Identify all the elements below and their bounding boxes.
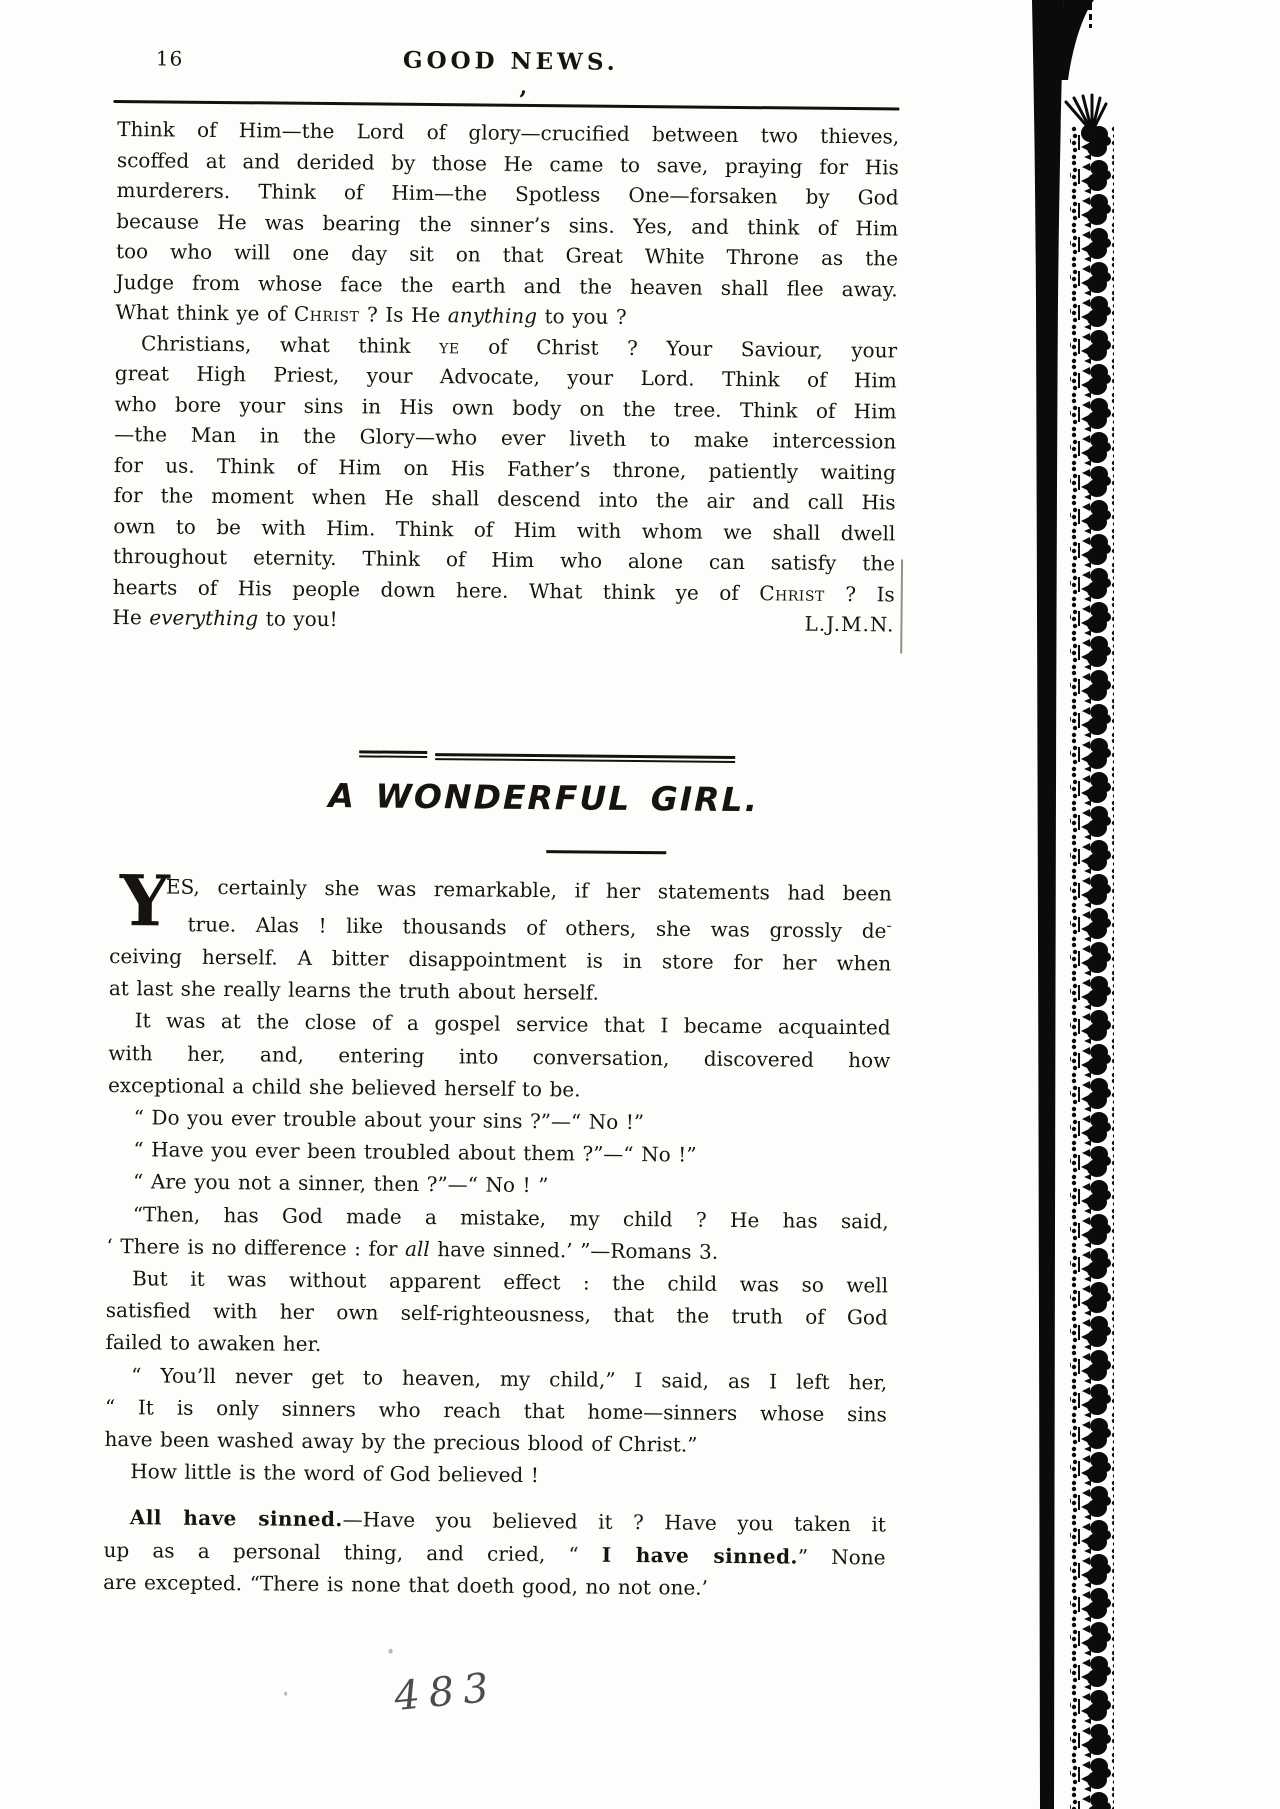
paragraph (105, 1262, 888, 1366)
text-line: own to be with Him. Think of Him with whom we shall dwell (113, 513, 896, 545)
text-line: hearts of His people down here. What think ye of Christ ? Is (112, 574, 895, 606)
text-line: What think ye of Christ ? Is He anything to you ? (115, 299, 627, 329)
text-line: have been washed away by the precious blood of Christ.” (104, 1426, 698, 1457)
header-rule (113, 100, 899, 111)
divider-rule-right (435, 753, 735, 763)
story-title: A WONDERFUL GIRL. (328, 776, 760, 820)
text-line: at last she really learns the truth about herself. (108, 976, 599, 1005)
text-line: satisfied with her own self-righteousness, that the truth of God (105, 1298, 888, 1330)
text-line: true. Alas ! like thousands of others, she was grossly de- (187, 912, 892, 944)
text-line: But it was without apparent effect : the child was so well (132, 1266, 889, 1298)
text-line: Think of Him—the Lord of glory—crucified between two thieves, (117, 116, 900, 149)
text-line: ‘ There is no difference : for all have sinned.’ ”—Romans 3. (106, 1233, 719, 1264)
paragraph (103, 1501, 886, 1605)
text-line: murderers. Think of Him—the Spotless One—forsaken by God (116, 177, 899, 210)
text-line: are excepted. “There is none that doeth good, no not one.’ (103, 1569, 709, 1600)
scan-artifact-line (900, 560, 903, 654)
text-line: failed to awaken her. (105, 1330, 322, 1357)
article-continuation-text (112, 114, 899, 640)
text-line: up as a personal thing, and cried, “ I have sinned.” None (103, 1537, 886, 1569)
text-line: How little is the word of God believed ! (130, 1459, 540, 1488)
text-line: “Then, has God made a mistake, my child ? He has said, (132, 1201, 889, 1233)
edge-dash-artifact (1088, 3, 1092, 28)
page-number: 16 (155, 46, 184, 71)
author-initials: L.J.M.N. (804, 611, 895, 637)
paragraph (115, 114, 899, 335)
text-line: —the Man in the Glory—who ever liveth to make intercession (114, 421, 897, 454)
paragraph (108, 859, 892, 1012)
scan-speck (389, 1649, 393, 1654)
text-line: “ Have you ever been troubled about them ?”—“ No !” (133, 1137, 697, 1167)
drop-cap: Y (119, 859, 171, 943)
scan-speck (284, 1692, 287, 1696)
paragraph (104, 1455, 886, 1495)
text-line: ES, certainly she was remarkable, if her statements had been (165, 874, 892, 906)
handwritten-mark: 483 (392, 1664, 500, 1721)
text-line: great High Priest, your Advocate, your Lord. Think of Him (114, 360, 897, 393)
text-line: “ It is only sinners who reach that home—sinners whose sins (104, 1394, 887, 1427)
paragraph (108, 1004, 891, 1108)
stray-comma-artifact: , (519, 73, 528, 100)
page-edge-ornament (1000, 0, 1280, 1809)
section-divider (111, 748, 893, 766)
page-content (101, 44, 904, 1791)
text-line: “ Are you not a sinner, then ?”—“ No ! ” (132, 1169, 549, 1198)
text-line: scoffed at and derided by those He came to save, praying for His (116, 147, 899, 180)
text-line: because He was bearing the sinner’s sins. Yes, and think of Him (116, 208, 899, 240)
paragraph (112, 327, 897, 639)
text-line: ceiving herself. A bitter disappointment is in store for her when (109, 943, 892, 976)
paragraph (104, 1358, 887, 1462)
text-line: All have sinned.—Have you believed it ? Have you taken it (129, 1505, 886, 1537)
paragraph (106, 1197, 889, 1269)
text-line: exceptional a child she believed herself to be. (107, 1072, 581, 1102)
text-line: Christians, what think ye of Christ ? Your Saviour, your (141, 330, 898, 362)
text-line: throughout eternity. Think of Him who alone can satisfy the (112, 543, 896, 576)
text-line: too who will one day sit on that Great White Throne as the (115, 238, 899, 271)
text-line: who bore your sins in His own body on the tree. Think of Him (114, 391, 897, 423)
divider-rule-left (359, 750, 427, 758)
text-line: “ Do you ever trouble about your sins ?”—“ No !” (133, 1105, 645, 1135)
text-line: It was at the close of a gospel service that I became acquainted (134, 1008, 891, 1040)
text-line: Judge from whose face the earth and the heaven shall flee away. (115, 269, 898, 301)
text-line: for the moment when He shall descend into the air and call His (113, 482, 896, 515)
page-title: GOOD NEWS. (402, 46, 619, 76)
story-body-text (103, 859, 892, 1605)
text-line: for us. Think of Him on His Father’s throne, patiently waiting (113, 452, 897, 484)
text-line: “ You’ll never get to heaven, my child,” I said, as I left her, (131, 1362, 888, 1394)
lace-ribbon (1070, 126, 1114, 1809)
text-line: with her, and, entering into conversation, discovered how (108, 1040, 891, 1072)
text-line: L.J.M.N. He everything to you! (112, 602, 894, 640)
story-title-rule (546, 850, 666, 854)
